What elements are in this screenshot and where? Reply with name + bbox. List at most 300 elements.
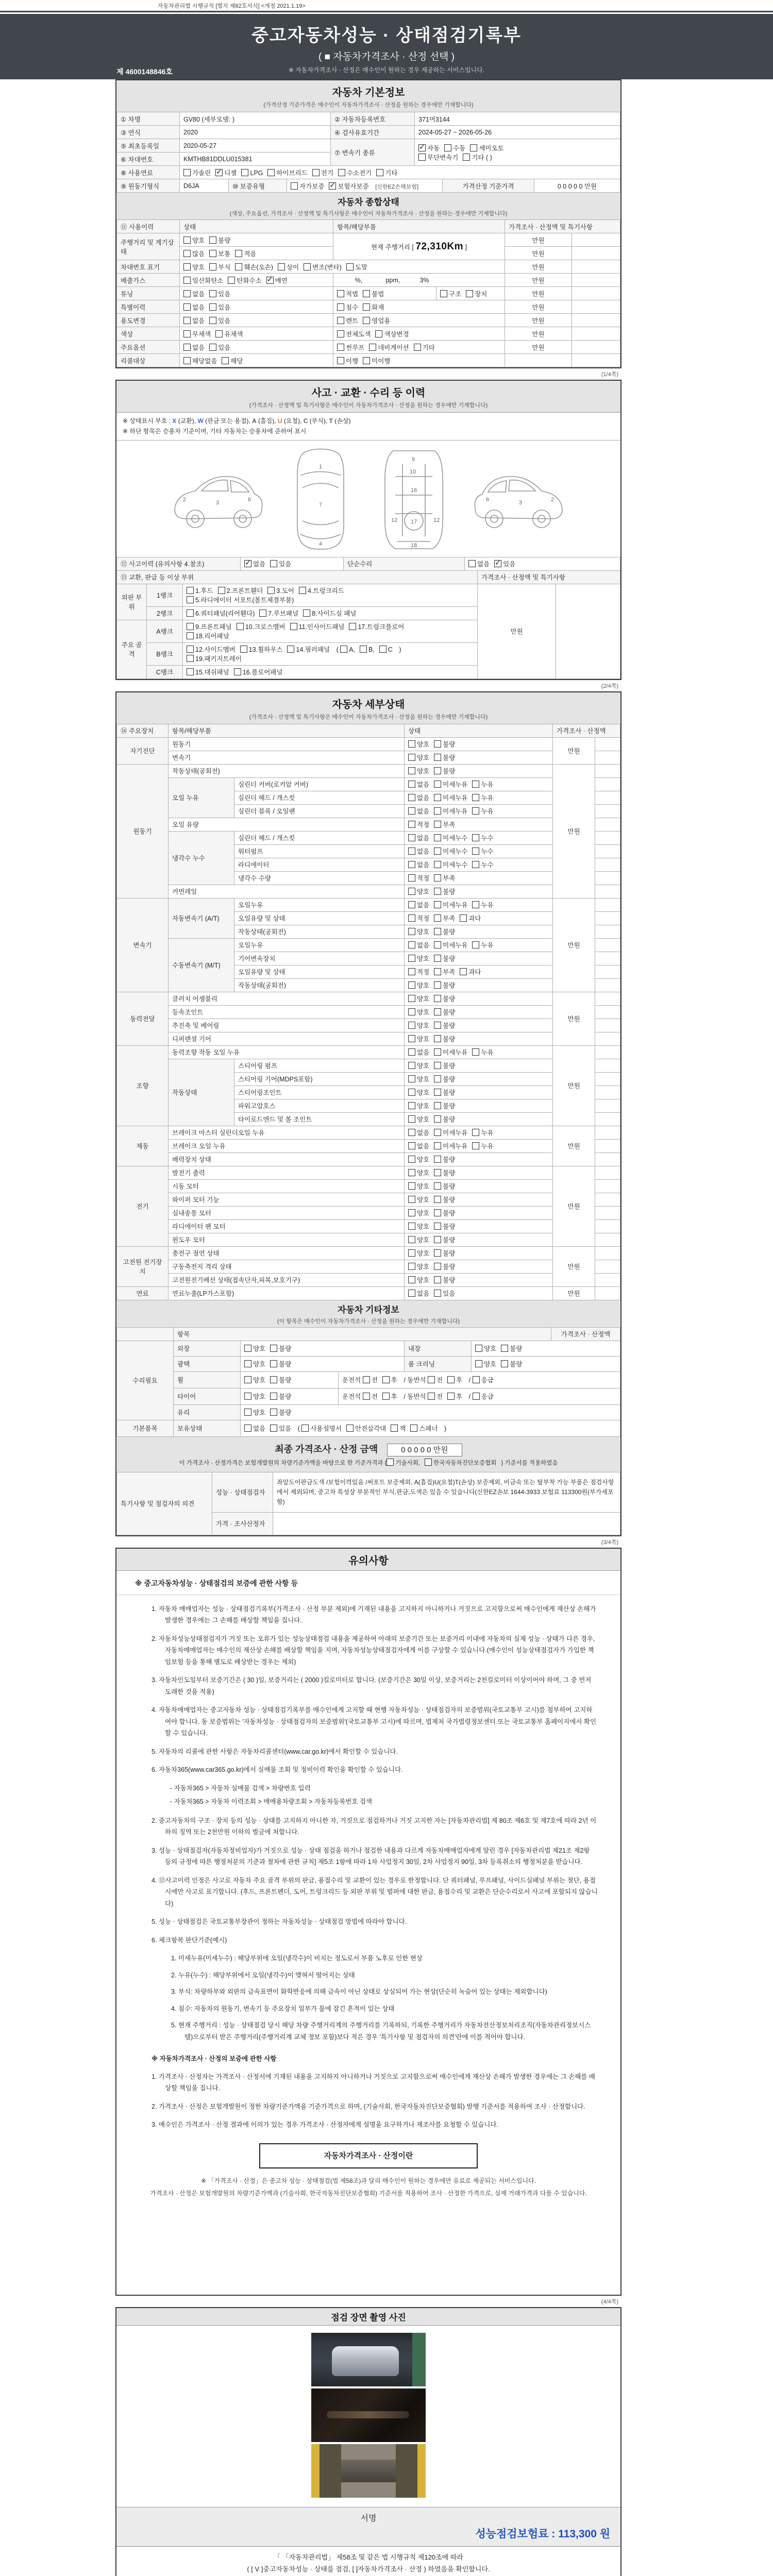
checkbox-option: 부식 bbox=[209, 262, 230, 272]
unchecked-checkbox-icon bbox=[340, 646, 347, 653]
checkbox-option: 불량 bbox=[434, 994, 455, 1003]
checkbox-option: 2.프론트휀더 bbox=[218, 586, 263, 595]
page-marker-4: (4/4쪽) bbox=[601, 2298, 618, 2305]
accident-note2: ※ 하단 항목은 승용차 기준이며, 기타 자동차는 승용차에 준하여 표시 bbox=[123, 428, 307, 435]
warranty-insurer: [신한EZ손해보험] bbox=[375, 183, 419, 190]
checkbox-option: 18.리어패널 bbox=[187, 631, 229, 640]
unchecked-checkbox-icon bbox=[408, 1249, 415, 1257]
rankC-options bbox=[183, 665, 478, 679]
color-options bbox=[180, 327, 333, 341]
notice-item: 3. 부식: 차량하부와 외판의 금속표면이 화학반응에 의해 금속이 아닌 상태로 상실되어 가는 현상(단순히 녹슬어 있는 상태는 제외합니다) bbox=[171, 1988, 547, 1996]
unchecked-checkbox-icon bbox=[183, 357, 191, 364]
checkbox-option: 훼손(오손) bbox=[235, 262, 273, 272]
device-item-label: 실내송풍 모터 bbox=[169, 1206, 405, 1219]
checkbox-option: 유채색 bbox=[215, 329, 243, 338]
checkbox-option: 없음 bbox=[408, 1289, 429, 1298]
checkbox-option: 12.사이드멤버 bbox=[187, 645, 236, 654]
device-fee-note-cell bbox=[595, 858, 620, 871]
final-price-note-options bbox=[386, 1460, 501, 1466]
document-header bbox=[0, 14, 773, 79]
checkbox-option: 무채색 bbox=[183, 329, 211, 338]
device-state-options bbox=[405, 965, 553, 978]
checkbox-option: 기술사회, bbox=[386, 1459, 420, 1467]
checkbox-option: 불량 bbox=[434, 1155, 455, 1164]
recall-done-options bbox=[333, 354, 505, 367]
notice-item: 6. 체크항목 판단기준(예시) bbox=[152, 1936, 227, 1944]
checkbox-option: 불량 bbox=[434, 739, 455, 749]
photo-signature-block bbox=[115, 2307, 621, 2576]
device-fee-note-cell bbox=[595, 1260, 620, 1273]
device-state-options bbox=[405, 1086, 553, 1099]
checkbox-option: 과다 bbox=[460, 967, 481, 976]
unchecked-checkbox-icon bbox=[267, 587, 275, 594]
state-symbol-T: T bbox=[329, 417, 333, 425]
device-fee-cell: 만원 bbox=[553, 764, 595, 898]
checkbox-option: 있음 bbox=[270, 1423, 291, 1433]
svg-text:7: 7 bbox=[319, 501, 323, 508]
notice-list-b bbox=[139, 1815, 598, 1946]
checkbox-option: 10.크로스멤버 bbox=[237, 622, 285, 631]
unchecked-checkbox-icon bbox=[408, 1290, 415, 1297]
unchecked-checkbox-icon bbox=[434, 928, 441, 935]
device-state-options bbox=[405, 1166, 553, 1179]
unchecked-checkbox-icon bbox=[434, 901, 441, 908]
svg-text:18: 18 bbox=[411, 542, 417, 549]
svg-text:6: 6 bbox=[486, 496, 490, 503]
usage-change-options bbox=[180, 314, 333, 327]
detail-subtitle: (가격조사 · 산정액 및 특기사항은 매수인이 자동차가격조사 · 산정을 원하는 경우에만 기재합니다) bbox=[249, 714, 488, 720]
checkbox-option: 없음 bbox=[408, 940, 429, 950]
unchecked-checkbox-icon bbox=[408, 821, 415, 828]
overall-header-use: ⑪ 사용이력 bbox=[117, 220, 180, 233]
checkbox-option: 양호 bbox=[408, 1222, 429, 1231]
detail-state-block bbox=[115, 691, 621, 1536]
unchecked-checkbox-icon bbox=[363, 303, 370, 311]
checked-checkbox-icon bbox=[329, 182, 336, 190]
device-fee-note-cell bbox=[595, 1179, 620, 1193]
inspection-photo-front bbox=[311, 2333, 426, 2386]
device-state-options bbox=[405, 751, 553, 764]
device-state-options bbox=[405, 1219, 553, 1233]
checkbox-option: 탄화수소 bbox=[228, 276, 261, 285]
checkbox-option: 양호 bbox=[408, 954, 429, 963]
state-symbol-U: U bbox=[277, 417, 282, 425]
notice-item: 1. 자동차 매매업자는 성능 · 상태점검기록부(가격조사 · 산정 부분 제외)에 기재된 내용을 고지하지 아니하거나 거짓으로 고지함으로써 매수인에게 재산상 손해가 발생한 경우에는 그 손해를 배상할 책임을 집니다. bbox=[152, 1605, 596, 1624]
unchecked-checkbox-icon bbox=[408, 1196, 415, 1203]
state-symbol-W: W bbox=[197, 417, 204, 425]
checkbox-option: 양호 bbox=[408, 1088, 429, 1097]
unchecked-checkbox-icon bbox=[301, 1425, 309, 1432]
checkbox-option: 양호 bbox=[408, 1168, 429, 1177]
device-fee-note-cell bbox=[595, 1273, 620, 1286]
checkbox-option: 있음 bbox=[209, 302, 230, 312]
device-fee-note-cell bbox=[595, 952, 620, 965]
main-option-label: 주요옵션 bbox=[117, 341, 180, 354]
special-history-kind-options bbox=[333, 300, 505, 314]
checkbox-option: ✓ 디젤 bbox=[215, 168, 237, 177]
device-fee-note-cell bbox=[595, 751, 620, 764]
tuning-options bbox=[180, 287, 333, 300]
unchecked-checkbox-icon bbox=[408, 794, 415, 801]
car-diagrams bbox=[116, 440, 620, 557]
device-fee-cell: 만원 bbox=[553, 1045, 595, 1126]
final-price-label: 최종 가격조사 · 산정 금액 bbox=[275, 1444, 378, 1454]
checkbox-option: 불량 bbox=[434, 1007, 455, 1016]
checkbox-option: 불량 bbox=[434, 1275, 455, 1284]
checkbox-option: 6.쿼터패널(리어휀다) bbox=[187, 608, 255, 618]
unchecked-checkbox-icon bbox=[183, 330, 191, 337]
device-state-options bbox=[405, 1072, 553, 1086]
unchecked-checkbox-icon bbox=[434, 1263, 441, 1270]
device-state-options bbox=[405, 1260, 553, 1273]
device-item-label: 워터펌프 bbox=[234, 844, 405, 858]
device-fee-note-cell bbox=[595, 804, 620, 818]
checkbox-option: 불량 bbox=[434, 1248, 455, 1258]
checkbox-option: 양호 bbox=[408, 1034, 429, 1043]
accident-title: 사고 · 교환 · 수리 등 이력 bbox=[311, 387, 426, 399]
rankB-pillar-options bbox=[340, 646, 397, 653]
checkbox-option: 응급 bbox=[473, 1392, 494, 1401]
unchecked-checkbox-icon bbox=[408, 834, 415, 841]
unchecked-checkbox-icon bbox=[472, 1129, 479, 1136]
checkbox-option: 미세누유 bbox=[434, 1047, 467, 1057]
unchecked-checkbox-icon bbox=[472, 901, 479, 908]
checkbox-option: 불량 bbox=[501, 1344, 522, 1353]
notice-title: 유의사항 bbox=[348, 1555, 389, 1567]
device-item-label: 원동기 bbox=[169, 737, 405, 751]
device-state-options bbox=[405, 925, 553, 938]
unchecked-checkbox-icon bbox=[447, 1393, 455, 1400]
unchecked-checkbox-icon bbox=[278, 263, 285, 270]
appraiser-label: 가격 · 조사산정자 bbox=[212, 1512, 273, 1535]
checkbox-option: 누유 bbox=[472, 793, 493, 802]
state-symbol-A: A bbox=[252, 417, 257, 425]
checkbox-option: 기타 bbox=[414, 343, 435, 352]
final-price-note-suffix: ) 기준서를 적용하였음 bbox=[501, 1460, 558, 1466]
device-state-options bbox=[405, 777, 553, 791]
unchecked-checkbox-icon bbox=[183, 344, 191, 351]
unchecked-checkbox-icon bbox=[209, 236, 216, 244]
checkbox-option: 불량 bbox=[434, 1088, 455, 1097]
checkbox-option: 불량 bbox=[434, 1208, 455, 1217]
outer-panel-label: 외판 부위 bbox=[117, 584, 147, 620]
device-item-label: 오일 유량 bbox=[169, 818, 405, 831]
unchecked-checkbox-icon bbox=[434, 1276, 441, 1283]
first-registration-value: 2020-05-27 bbox=[180, 139, 331, 152]
notice-closing-lines bbox=[139, 2176, 598, 2199]
unchecked-checkbox-icon bbox=[434, 1115, 441, 1123]
checkbox-option: 사용설명서 bbox=[301, 1423, 341, 1433]
unchecked-checkbox-icon bbox=[472, 807, 479, 815]
checkbox-option: 5.라디에이터 서포트(볼트체결부품) bbox=[187, 595, 294, 604]
checkbox-option: 미이행 bbox=[363, 356, 390, 365]
unchecked-checkbox-icon bbox=[472, 1142, 479, 1149]
unchecked-checkbox-icon bbox=[234, 668, 241, 675]
car-name-value: GV80 (세부모델: ) bbox=[180, 112, 331, 126]
checkbox-option: 누유 bbox=[472, 1047, 493, 1057]
checkbox-option: ✓ 없음 bbox=[244, 559, 265, 568]
exchange-fee-cell: 만원 bbox=[478, 584, 556, 679]
notice-item: 3. 성능 · 상태점검자(자동차정비업자)가 거짓으로 성능 · 상태 점검을 하거나 점검한 내용과 다르게 자동차매매업자에게 알린 경우 [자동차관리법 제21조 제2항 등의 규정에 따른 행정처분의 기준과 절차에 관한 규칙] 제5조 1항에 따라 1차 사업정지 30일, 2차 사업정지 90일, 3차 등록취소의 행정처분을 받습니다. bbox=[152, 1846, 590, 1866]
device-item-label: 연료누출(LP가스포함) bbox=[169, 1286, 405, 1300]
device-state-options bbox=[405, 791, 553, 804]
checkbox-option: 미세누유 bbox=[434, 806, 467, 816]
unchecked-checkbox-icon bbox=[470, 144, 477, 151]
checkbox-option: 양호 bbox=[408, 1235, 429, 1244]
device-item-label: 윈도우 모터 bbox=[169, 1233, 405, 1246]
unchecked-checkbox-icon bbox=[434, 1209, 441, 1216]
unchecked-checkbox-icon bbox=[472, 781, 479, 788]
unchecked-checkbox-icon bbox=[215, 330, 223, 337]
photos-title: 점검 장면 촬영 사진 bbox=[331, 2312, 406, 2323]
checkbox-option: 누유 bbox=[472, 779, 493, 789]
device-state-options bbox=[405, 1286, 553, 1300]
mileage-amount-options bbox=[180, 247, 333, 260]
checkbox-option: 4.트렁크리드 bbox=[299, 586, 344, 595]
checkbox-option: 일산화탄소 bbox=[183, 276, 223, 285]
overall-state-subtitle: (색상, 주요옵션, 가격조사 · 산정액 및 특기사항은 매수인이 자동차가격조사 · 산정을 원하는 경우에만 기재합니다) bbox=[229, 211, 508, 217]
checkbox-option: 양호 bbox=[408, 1181, 429, 1191]
checkbox-option: 불량 bbox=[434, 1181, 455, 1191]
unchecked-checkbox-icon bbox=[337, 303, 344, 311]
unchecked-checkbox-icon bbox=[408, 955, 415, 962]
checkbox-option: 없음 bbox=[408, 1128, 429, 1137]
checkbox-option: 7.루브패널 bbox=[259, 608, 298, 618]
final-price-note-prefix: 이 가격조사 · 산정가격은 보험개발원의 차량기준가액을 바탕으로 한 기준가격과 ( bbox=[179, 1460, 387, 1466]
device-state-options bbox=[405, 885, 553, 898]
unchecked-checkbox-icon bbox=[222, 357, 229, 364]
wheel-driver-options bbox=[363, 1377, 402, 1384]
device-fee-note-cell bbox=[595, 764, 620, 777]
exchange-fee-note-cell bbox=[556, 584, 620, 679]
wheel-options bbox=[241, 1371, 339, 1388]
top-rule bbox=[0, 11, 773, 12]
device-fee-note-cell bbox=[595, 1139, 620, 1153]
device-state-options bbox=[405, 804, 553, 818]
device-item-label: 클러치 어셈블리 bbox=[169, 992, 405, 1005]
device-group-label: 자기진단 bbox=[117, 737, 169, 764]
wheel-position-cell bbox=[339, 1371, 620, 1388]
checkbox-option: 양호 bbox=[408, 994, 429, 1003]
inspection-insurance-fee: 성능점검보험료 : 113,300 원 bbox=[475, 2528, 610, 2540]
unchecked-checkbox-icon bbox=[475, 1345, 482, 1352]
device-subgroup-label: 작동상태 bbox=[169, 1059, 234, 1126]
tire-passenger-label: / 동반석 bbox=[404, 1393, 426, 1401]
checkbox-option: 불량 bbox=[434, 1034, 455, 1043]
unchecked-checkbox-icon bbox=[209, 317, 216, 324]
device-fee-note-cell bbox=[595, 737, 620, 751]
device-item-label: 실린더 블록 / 오일팬 bbox=[234, 804, 405, 818]
checkbox-option: 불량 bbox=[434, 1235, 455, 1244]
overall-header-fee: 가격조사 · 산정액 및 특기사항 bbox=[505, 220, 620, 233]
vin-marking-label: 차대번호 표기 bbox=[117, 260, 180, 274]
checkbox-option: 양호 bbox=[244, 1344, 265, 1353]
checkbox-option: 양호 bbox=[408, 1208, 429, 1217]
unchecked-checkbox-icon bbox=[303, 609, 310, 617]
checkbox-option: 양호 bbox=[408, 980, 429, 990]
checkbox-option: 적정 bbox=[408, 967, 429, 976]
checkbox-option: 불량 bbox=[434, 1021, 455, 1030]
unchecked-checkbox-icon bbox=[408, 1022, 415, 1029]
device-item-label: 오일유량 및 상태 bbox=[234, 911, 405, 925]
checkbox-option: 없음 bbox=[468, 559, 490, 568]
device-item-label: 고전원전기배선 상태(접속단자,피복,보호기구) bbox=[169, 1273, 405, 1286]
unchecked-checkbox-icon bbox=[434, 1249, 441, 1257]
device-fee-note-cell bbox=[595, 1233, 620, 1246]
checkbox-option: 양호 bbox=[244, 1408, 265, 1417]
device-group-label: 동력전달 bbox=[117, 992, 169, 1045]
device-item-label: 작동상태(공회전) bbox=[234, 978, 405, 992]
inspection-photo-underbody-1 bbox=[311, 2388, 426, 2442]
checkbox-option: 양호 bbox=[244, 1392, 265, 1401]
device-state-options bbox=[405, 1032, 553, 1045]
tire-emergency-option bbox=[473, 1393, 498, 1400]
device-group-label: 원동기 bbox=[117, 764, 169, 898]
device-item-label: 와이퍼 모터 기능 bbox=[169, 1193, 405, 1206]
checkbox-option: 15.대쉬패널 bbox=[187, 667, 229, 676]
unchecked-checkbox-icon bbox=[270, 1345, 277, 1352]
fee-note-cell bbox=[572, 287, 620, 300]
tire-passenger-options bbox=[428, 1393, 467, 1400]
unchecked-checkbox-icon bbox=[434, 1156, 441, 1163]
unchecked-checkbox-icon bbox=[434, 754, 441, 761]
device-item-label: 발전기 출력 bbox=[169, 1166, 405, 1179]
unchecked-checkbox-icon bbox=[434, 767, 441, 774]
checkbox-option: 양호 bbox=[408, 1074, 429, 1083]
svg-text:2: 2 bbox=[183, 496, 187, 503]
basic-and-overall-block bbox=[115, 79, 621, 368]
exchange-fee-header: 가격조사 · 산정액 및 특기사항 bbox=[478, 570, 620, 584]
unchecked-checkbox-icon bbox=[434, 1048, 441, 1056]
checkbox-option: 불량 bbox=[434, 1262, 455, 1271]
fee-cell: 만원 bbox=[505, 314, 572, 327]
regulation-text: 자동차관리법 시행규칙 [별지 제82호서식] <개정 2021.1.19> bbox=[158, 3, 306, 9]
checkbox-option: 양호 bbox=[475, 1344, 496, 1353]
unchecked-checkbox-icon bbox=[337, 344, 344, 351]
unchecked-checkbox-icon bbox=[209, 290, 216, 297]
device-group-label: 제동 bbox=[117, 1126, 169, 1166]
checkbox-option: 한국자동차진단보증협회 bbox=[425, 1459, 496, 1467]
unchecked-checkbox-icon bbox=[408, 1008, 415, 1015]
unchecked-checkbox-icon bbox=[183, 236, 191, 244]
unchecked-checkbox-icon bbox=[475, 1360, 482, 1367]
device-item-label: 디퍼렌셜 기어 bbox=[169, 1032, 405, 1045]
engine-type-label: ⑨ 원동기형식 bbox=[117, 179, 180, 193]
checkbox-option: 양호 bbox=[408, 1061, 429, 1070]
checkbox-option: 불량 bbox=[434, 1101, 455, 1110]
unchecked-checkbox-icon bbox=[267, 169, 275, 176]
checkbox-option: 불량 bbox=[209, 235, 230, 245]
unchecked-checkbox-icon bbox=[408, 754, 415, 761]
device-fee-note-cell bbox=[595, 791, 620, 804]
overall-state-table bbox=[116, 219, 620, 367]
unchecked-checkbox-icon bbox=[473, 1376, 480, 1383]
checkbox-option: 양호 bbox=[475, 1359, 496, 1368]
checkbox-option: 적정 bbox=[408, 873, 429, 883]
simple-repair-options bbox=[465, 557, 620, 570]
checkbox-option: 8.사이드실 패널 bbox=[303, 608, 356, 618]
device-state-options bbox=[405, 1233, 553, 1246]
hold-paren-open: ( bbox=[297, 1425, 300, 1433]
rankA-line1 bbox=[187, 622, 474, 631]
checkbox-option: 침수 bbox=[337, 302, 358, 312]
unchecked-checkbox-icon bbox=[379, 646, 386, 653]
device-item-label: 브레이크 마스터 실린더오일 누유 bbox=[169, 1126, 405, 1139]
final-price-note bbox=[116, 1459, 620, 1467]
hold-state-label: 보유상태 bbox=[174, 1420, 241, 1436]
notice-block bbox=[115, 1548, 621, 2296]
hold-state-cell bbox=[241, 1420, 620, 1436]
color-label: 색상 bbox=[117, 327, 180, 341]
checkbox-option: 불법 bbox=[363, 289, 384, 298]
checkbox-option: 양호 bbox=[408, 927, 429, 936]
detail-title: 자동차 세부상태 bbox=[332, 699, 405, 710]
device-fee-note-cell bbox=[595, 1193, 620, 1206]
rank2-label: 2랭크 bbox=[147, 606, 183, 620]
checkbox-option: A, bbox=[340, 646, 355, 653]
transmission-options bbox=[415, 139, 620, 166]
device-fee-note-cell bbox=[595, 1032, 620, 1045]
device-state-options bbox=[405, 992, 553, 1005]
hold-state-options bbox=[244, 1425, 296, 1432]
notice-list-c bbox=[139, 2071, 598, 2131]
device-item-label: 브레이크 오일 누유 bbox=[169, 1139, 405, 1153]
device-fee-cell: 만원 bbox=[553, 992, 595, 1045]
device-item-label: 시동 모터 bbox=[169, 1179, 405, 1193]
rankA-options bbox=[183, 620, 478, 642]
inspection-period-value: 2024-05-27 ~ 2026-05-26 bbox=[415, 126, 620, 139]
unchecked-checkbox-icon bbox=[434, 995, 441, 1002]
unchecked-checkbox-icon bbox=[382, 1376, 390, 1383]
unchecked-checkbox-icon bbox=[270, 1360, 277, 1367]
notice-heading-a: ※ 중고자동차성능 · 상태점검의 보증에 관한 사항 등 bbox=[116, 1571, 620, 1595]
final-price-band bbox=[116, 1437, 620, 1472]
unchecked-checkbox-icon bbox=[376, 169, 383, 176]
unchecked-checkbox-icon bbox=[408, 1182, 415, 1190]
unchecked-checkbox-icon bbox=[312, 169, 320, 176]
checkbox-option: 양호 bbox=[183, 235, 205, 245]
device-state-options bbox=[405, 764, 553, 777]
checkbox-option: 미세누유 bbox=[434, 900, 467, 909]
checkbox-option: C bbox=[379, 646, 393, 653]
fee-note-cell bbox=[572, 274, 620, 287]
vin-value: KMTHB81DDLU015381 bbox=[180, 152, 331, 166]
detail-state-table bbox=[116, 724, 620, 1300]
unchecked-checkbox-icon bbox=[183, 169, 191, 176]
unchecked-checkbox-icon bbox=[218, 587, 225, 594]
checkbox-option: 양호 bbox=[408, 887, 429, 896]
checkbox-option: 안전삼각대 bbox=[346, 1423, 386, 1433]
unchecked-checkbox-icon bbox=[434, 1062, 441, 1069]
unchecked-checkbox-icon bbox=[434, 968, 441, 975]
checkbox-option: 누수 bbox=[472, 846, 493, 856]
etc-info-band bbox=[116, 1300, 620, 1328]
checkbox-option: 과다 bbox=[460, 913, 481, 923]
rankA-label: A랭크 bbox=[147, 620, 183, 642]
inspector-opinion: 좌앞도어판금도색 /보험이력있음 /써포트 보증제외, A(흠집)U(요철)T(손상) 보증제외, 비금속 또는 탈부착 가능 부품은 점검사항에서 제외되며, 중고차 특성상 부분적인 부식,판금,도색은 있을 수 있습니다(신한EZ손보 1644-3933 보험료 113300원(부가세포함) bbox=[273, 1472, 620, 1512]
checkbox-option: 누유 bbox=[472, 1141, 493, 1150]
unchecked-checkbox-icon bbox=[408, 1142, 415, 1149]
svg-text:3: 3 bbox=[519, 499, 523, 506]
checkbox-option: 후 bbox=[382, 1375, 397, 1384]
device-subgroup-label: 오일 누유 bbox=[169, 777, 234, 818]
unchecked-checkbox-icon bbox=[270, 1425, 277, 1432]
device-fee-cell: 만원 bbox=[553, 1286, 595, 1300]
checkbox-option: 양호 bbox=[244, 1359, 265, 1368]
checkbox-option: 누수 bbox=[472, 833, 493, 842]
device-fee-cell: 만원 bbox=[553, 898, 595, 992]
checkbox-option: 불량 bbox=[434, 1168, 455, 1177]
